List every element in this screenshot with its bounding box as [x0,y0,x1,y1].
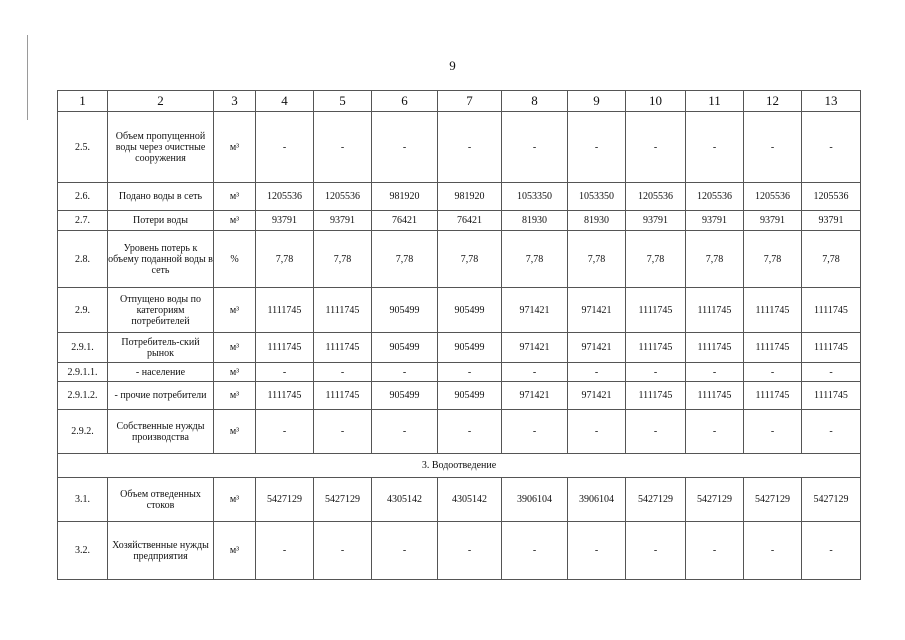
value-cell: 5427129 [686,478,744,522]
row-name: Хозяйственные нужды предприятия [108,522,214,580]
value-cell: - [744,363,802,382]
column-header: 2 [108,91,214,112]
value-cell: 93791 [802,211,861,231]
row-name: Потребитель-ский рынок [108,333,214,363]
row-unit: м³ [214,183,256,211]
value-cell: 1111745 [802,382,861,410]
value-cell: 5427129 [626,478,686,522]
row-number: 2.8. [58,231,108,288]
value-cell: - [438,112,502,183]
row-unit: м³ [214,211,256,231]
table-row [58,382,861,410]
page-number: 9 [449,58,456,73]
table-row [58,211,861,231]
value-cell: 7,78 [802,231,861,288]
table-row [58,478,861,522]
column-header: 11 [686,91,744,112]
value-cell: 7,78 [256,231,314,288]
column-header: 7 [438,91,502,112]
value-cell: 1111745 [686,333,744,363]
value-cell: 1111745 [744,288,802,333]
value-cell: 81930 [502,211,568,231]
value-cell: 905499 [438,382,502,410]
value-cell: 1053350 [502,183,568,211]
value-cell: 1111745 [314,382,372,410]
value-cell: - [568,410,626,454]
row-number: 2.9.1.1. [58,363,108,382]
value-cell: 905499 [372,333,438,363]
value-cell: - [256,410,314,454]
row-unit: м³ [214,382,256,410]
row-name: Подано воды в сеть [108,183,214,211]
value-cell: 1111745 [626,382,686,410]
row-name: Собственные нужды производства [108,410,214,454]
value-cell: - [568,112,626,183]
table-row [58,112,861,183]
column-header: 9 [568,91,626,112]
row-unit: м³ [214,410,256,454]
table-row [58,333,861,363]
value-cell: 1111745 [626,288,686,333]
row-number: 2.7. [58,211,108,231]
column-header: 12 [744,91,802,112]
row-unit: м³ [214,333,256,363]
column-header: 6 [372,91,438,112]
value-cell: 1205536 [626,183,686,211]
value-cell: 1111745 [686,288,744,333]
row-name: - население [108,363,214,382]
value-cell: 5427129 [256,478,314,522]
value-cell: 981920 [372,183,438,211]
value-cell: - [502,410,568,454]
value-cell: 1111745 [802,333,861,363]
row-unit: % [214,231,256,288]
value-cell: - [626,522,686,580]
value-cell: - [626,363,686,382]
row-name: Объем отведенных стоков [108,478,214,522]
value-cell: 76421 [372,211,438,231]
value-cell: 4305142 [372,478,438,522]
table-row [58,288,861,333]
column-header: 5 [314,91,372,112]
row-number: 2.9.1. [58,333,108,363]
value-cell: 5427129 [314,478,372,522]
value-cell: 905499 [372,288,438,333]
value-cell: 1111745 [314,333,372,363]
row-number: 2.9.1.2. [58,382,108,410]
value-cell: - [372,522,438,580]
value-cell: 93791 [256,211,314,231]
value-cell: - [314,410,372,454]
table-row [58,410,861,454]
value-cell: - [802,112,861,183]
value-cell: 7,78 [626,231,686,288]
value-cell: 7,78 [438,231,502,288]
row-unit: м³ [214,288,256,333]
row-number: 2.5. [58,112,108,183]
header-row [58,91,861,112]
binding-margin-line [27,35,28,120]
value-cell: 1111745 [314,288,372,333]
value-cell: - [568,522,626,580]
row-number: 3.1. [58,478,108,522]
value-cell: 7,78 [314,231,372,288]
value-cell: 1205536 [314,183,372,211]
row-name: - прочие потребители [108,382,214,410]
value-cell: - [372,363,438,382]
value-cell: 7,78 [568,231,626,288]
column-header: 8 [502,91,568,112]
value-cell: - [744,410,802,454]
value-cell: - [802,410,861,454]
table-row [58,183,861,211]
value-cell: - [256,522,314,580]
value-cell: - [438,522,502,580]
value-cell: 1205536 [686,183,744,211]
value-cell: 93791 [314,211,372,231]
row-number: 2.9. [58,288,108,333]
value-cell: 7,78 [502,231,568,288]
value-cell: - [568,363,626,382]
value-cell: - [802,363,861,382]
value-cell: 1111745 [802,288,861,333]
column-header: 13 [802,91,861,112]
value-cell: - [256,363,314,382]
value-cell: - [686,112,744,183]
row-unit: м³ [214,363,256,382]
value-cell: 1111745 [256,382,314,410]
row-number: 2.9.2. [58,410,108,454]
column-header: 3 [214,91,256,112]
value-cell: - [502,112,568,183]
row-name: Уровень потерь к объему поданной воды в сеть [108,231,214,288]
row-number: 2.6. [58,183,108,211]
value-cell: 905499 [372,382,438,410]
value-cell: 76421 [438,211,502,231]
value-cell: - [438,363,502,382]
column-header: 1 [58,91,108,112]
value-cell: - [686,363,744,382]
value-cell: - [372,410,438,454]
value-cell: - [686,410,744,454]
section-header-row [58,454,861,478]
value-cell: 7,78 [372,231,438,288]
value-cell: 1205536 [256,183,314,211]
value-cell: 971421 [502,382,568,410]
value-cell: 971421 [568,382,626,410]
table-row [58,231,861,288]
value-cell: 1205536 [802,183,861,211]
value-cell: - [502,363,568,382]
row-number: 3.2. [58,522,108,580]
value-cell: 1111745 [744,382,802,410]
row-unit: м³ [214,478,256,522]
column-header: 4 [256,91,314,112]
value-cell: 3906104 [502,478,568,522]
value-cell: - [314,112,372,183]
value-cell: 1111745 [626,333,686,363]
value-cell: - [744,522,802,580]
value-cell: 4305142 [438,478,502,522]
value-cell: 905499 [438,333,502,363]
value-cell: 93791 [744,211,802,231]
value-cell: - [686,522,744,580]
column-header: 10 [626,91,686,112]
value-cell: 93791 [686,211,744,231]
value-cell: - [626,410,686,454]
value-cell: 7,78 [744,231,802,288]
value-cell: 3906104 [568,478,626,522]
value-cell: 1111745 [256,333,314,363]
value-cell: 1111745 [686,382,744,410]
value-cell: - [438,410,502,454]
value-cell: - [626,112,686,183]
value-cell: 81930 [568,211,626,231]
value-cell: 905499 [438,288,502,333]
value-cell: 1205536 [744,183,802,211]
value-cell: 971421 [568,333,626,363]
row-name: Отпущено воды по категориям потребителей [108,288,214,333]
row-name: Потери воды [108,211,214,231]
value-cell: 5427129 [744,478,802,522]
row-unit: м³ [214,522,256,580]
value-cell: 971421 [568,288,626,333]
value-cell: 1111745 [744,333,802,363]
balance-table [57,90,861,580]
table-row [58,363,861,382]
value-cell: - [314,522,372,580]
value-cell: - [256,112,314,183]
value-cell: 971421 [502,288,568,333]
value-cell: - [502,522,568,580]
row-unit: м³ [214,112,256,183]
value-cell: - [372,112,438,183]
value-cell: 5427129 [802,478,861,522]
table-row [58,522,861,580]
value-cell: 981920 [438,183,502,211]
value-cell: - [802,522,861,580]
value-cell: 1053350 [568,183,626,211]
value-cell: - [314,363,372,382]
value-cell: 971421 [502,333,568,363]
value-cell: 1111745 [256,288,314,333]
section-title: 3. Водоотведение [58,454,861,478]
row-name: Объем пропущенной воды через очистные сооружения [108,112,214,183]
value-cell: 7,78 [686,231,744,288]
value-cell: - [744,112,802,183]
value-cell: 93791 [626,211,686,231]
